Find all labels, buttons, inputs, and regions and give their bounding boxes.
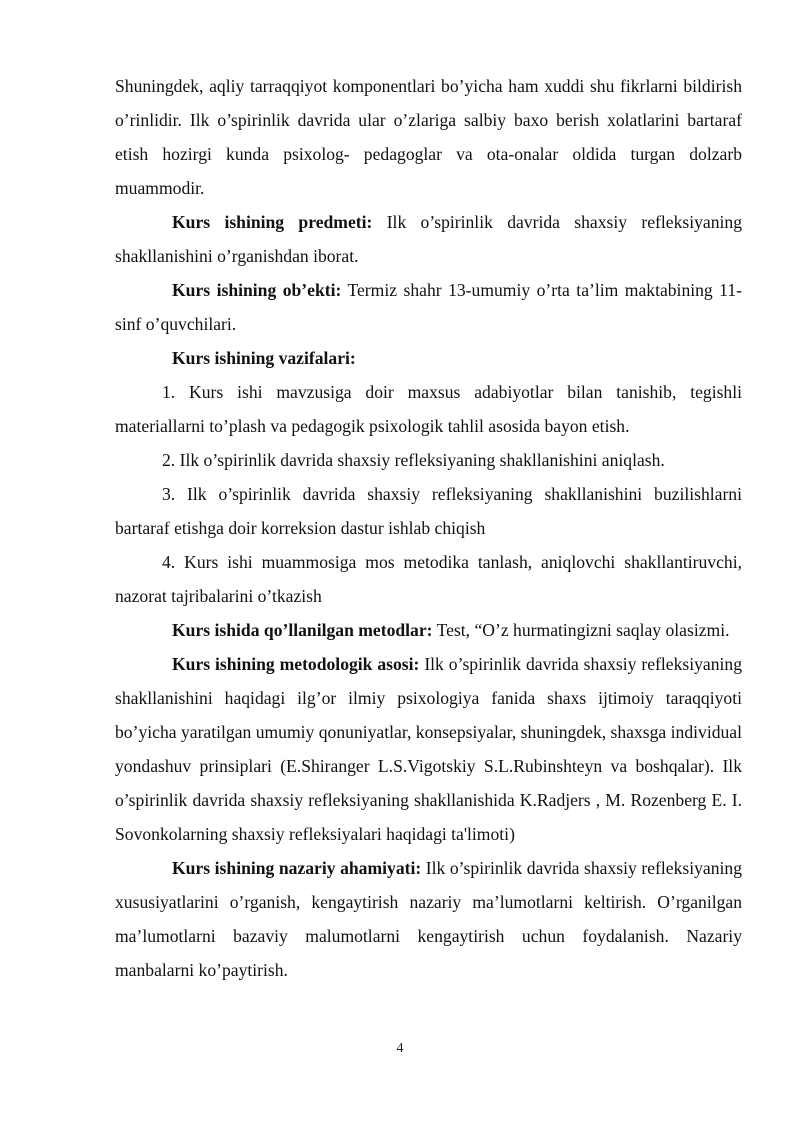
obekt-label: Kurs ishining ob’ekti:	[172, 280, 342, 300]
obekt-paragraph	[115, 273, 742, 341]
nazariy-label: Kurs ishining nazariy ahamiyati:	[172, 858, 422, 878]
vazifalar-heading: Kurs ishining vazifalari:	[172, 348, 356, 368]
predmet-paragraph	[115, 205, 742, 273]
metodlar-paragraph	[115, 613, 742, 647]
asos-paragraph	[115, 647, 742, 851]
asos-label: Kurs ishining metodologik asosi:	[172, 654, 420, 674]
obekt-text: Termiz shahr 13-umumiy o’rta ta’lim maktabining 11-sinf o’quvchilari.	[115, 280, 742, 334]
task-item-2: 2. Ilk o’spirinlik davrida shaxsiy refleksiyaning shakllanishini aniqlash.	[162, 450, 665, 470]
intro-paragraph: Shuningdek, aqliy tarraqqiyot komponentlari bo’yicha ham xuddi shu fikrlarni bildirish o’rinlidir. Ilk o’spirinlik davrida ular o’zlariga salbiy baxo berish xolatlarini bartaraf etish hozirgi kunda psixolog- pedagoglar va ota-onalar oldida turgan dolzarb muammodir.	[115, 76, 742, 198]
task-item-1: 1. Kurs ishi mavzusiga doir maxsus adabiyotlar bilan tanishib, tegishli materiallarni to’plash va pedagogik psixologik tahlil asosida bayon etish.	[115, 382, 742, 436]
page-body	[115, 69, 742, 987]
predmet-label: Kurs ishining predmeti:	[172, 212, 373, 232]
asos-text: Ilk o’spirinlik davrida shaxsiy refleksiyaning shakllanishini haqidagi ilg’or ilmiy psixologiya fanida shaxs ijtimoiy taraqqiyoti bo’yicha yaratilgan umumiy qonuniyatlar, konsepsiyalar, shuningdek, shaxsga individual yondashuv prinsiplari (E.Shiranger L.S.Vigotskiy S.L.Rubinshteyn va boshqalar). Ilk o’spirinlik davrida shaxsiy refleksiyaning shakllanishida K.Radjers , M. Rozenberg E. I. Sovonkolarning shaxsiy refleksiyalari haqidagi ta'limoti)	[115, 654, 743, 844]
task-item-4: 4. Kurs ishi muammosiga mos metodika tanlash, aniqlovchi shakllantiruvchi, nazorat tajribalarini o’tkazish	[115, 552, 742, 606]
page-number: 4	[396, 1041, 404, 1056]
predmet-text: Ilk o’spirinlik davrida shaxsiy refleksiyaning shakllanishini o’rganishdan iborat.	[115, 212, 743, 266]
nazariy-paragraph	[115, 851, 742, 987]
metodlar-label: Kurs ishida qo’llanilgan metodlar:	[172, 620, 433, 640]
task-item-3: 3. Ilk o’spirinlik davrida shaxsiy refleksiyaning shakllanishini buzilishlarni bartaraf etishga doir korreksion dastur ishlab chiqish	[115, 484, 742, 538]
nazariy-text: Ilk o’spirinlik davrida shaxsiy refleksiyaning xususiyatlarini o’rganish, kengaytirish nazariy ma’lumotlarni keltirish. O’rganilgan ma’lumotlarni bazaviy malumotlarni kengaytirish uchun foydalanish. Nazariy manbalarni ko’paytirish.	[115, 858, 743, 980]
metodlar-text: Test, “O’z hurmatingizni saqlay olasizmi.	[432, 620, 730, 640]
